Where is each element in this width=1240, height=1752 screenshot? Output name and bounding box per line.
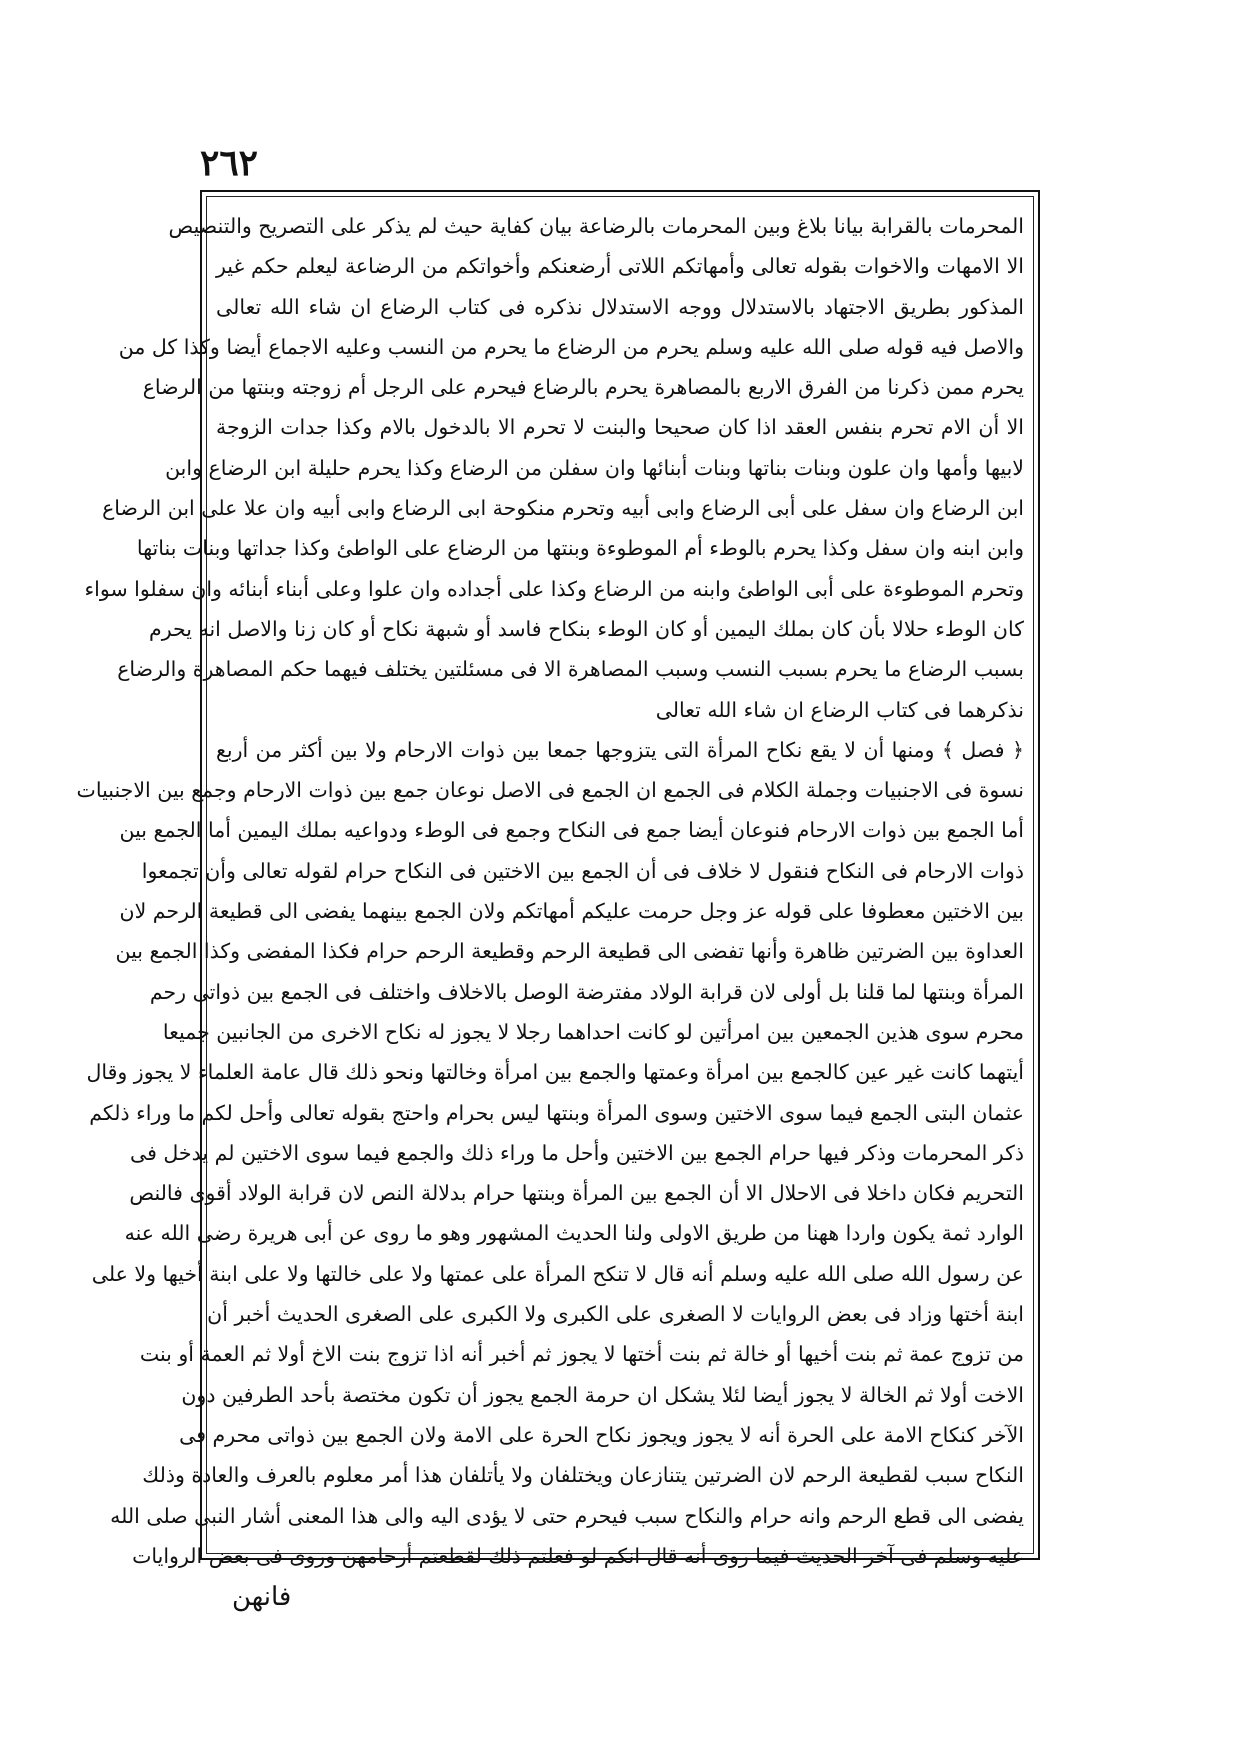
text-line: الوارد ثمة يكون واردا ههنا من طريق الاولى ولنا الحديث المشهور وهو ما روى عن أبى هريرة رضى الله عنه bbox=[124, 1221, 1024, 1246]
text-line: ذكر المحرمات وذكر فيها حرام الجمع بين الاختين وأحل ما وراء ذلك والجمع فيما سوى الاختين لم يدخل فى bbox=[130, 1140, 1024, 1165]
text-line: لابيها وأمها وان علون وبنات بناتها وبنات أبنائها وان سفلن من الرضاع وكذا يحرم حليلة ابن الرضاع وابن bbox=[165, 455, 1024, 480]
text-line: يفضى الى قطع الرحم وانه حرام والنكاح سبب فيحرم حتى لا يؤدى اليه والى هذا المعنى أشار النبى صلى الله bbox=[110, 1503, 1024, 1528]
text-line: يحرم ممن ذكرنا من الفرق الاربع بالمصاهرة يحرم بالرضاع فيحرم على الرجل أم زوجته وبنتها من الرضاع bbox=[142, 375, 1024, 400]
text-line: النكاح سبب لقطيعة الرحم لان الضرتين يتنازعان ويختلفان ولا يأتلفان هذا أمر معلوم بالعرف والعادة وذلك bbox=[142, 1463, 1024, 1488]
text-line: ابن الرضاع وان سفل على أبى الرضاع وابى أبيه وتحرم منكوحة ابى الرضاع وابى أبيه وان علا على ابن الرضاع bbox=[102, 496, 1024, 521]
text-line: نسوة فى الاجنبيات وجملة الكلام فى الجمع ان الجمع فى الاصل نوعان جمع بين ذوات الارحام وجمع بين الاجنبيات bbox=[76, 778, 1024, 803]
text-line: والاصل فيه قوله صلى الله عليه وسلم يحرم من الرضاع ما يحرم من النسب وعليه الاجماع أيضا وكذا كل من bbox=[118, 334, 1024, 359]
text-line: المرأة وبنتها لما قلنا بل أولى لان قرابة الولاد مفترضة الوصل بالاخلاف واختلف فى الجمع بين ذواتى رحم bbox=[149, 979, 1024, 1004]
text-line: الآخر كنكاح الامة على الحرة أنه لا يجوز ويجوز نكاح الحرة على الامة ولان الجمع بين ذواتى محرم فى bbox=[179, 1422, 1024, 1447]
text-line: ابنة أختها وزاد فى بعض الروايات لا الصغرى على الكبرى ولا الكبرى على الصغرى الحديث أخبر أن bbox=[207, 1302, 1024, 1327]
text-line: الا الامهات والاخوات بقوله تعالى وأمهاتكم اللاتى أرضعنكم وأخواتكم من الرضاعة ليعلم حكم غير bbox=[216, 254, 1024, 279]
text-line: عليه وسلم فى آخر الحديث فيما روى أنه قال انكم لو فعلتم ذلك لقطعتم أرحامهن وروى فى بعض الروايات bbox=[132, 1543, 1024, 1568]
text-line: وتحرم الموطوءة على أبى الواطئ وابنه من الرضاع وكذا على أجداده وان علوا وعلى أبناء أبنائه وان سفلوا سواء bbox=[84, 576, 1024, 601]
text-line: وابن ابنه وان سفل وكذا يحرم بالوطء أم الموطوءة وبنتها من الرضاع على الواطئ وكذا جداتها وبنات بناتها bbox=[136, 536, 1024, 561]
text-line: أيتهما كانت غير عين كالجمع بين امرأة وعمتها والجمع بين امرأة وخالتها ونحو ذلك قال عامة العلماء لا يجوز وقال bbox=[86, 1060, 1024, 1085]
text-line: محرم سوى هذين الجمعين بين امرأتين لو كانت احداهما رجلا لا يجوز له نكاح الاخرى من الجانبين جميعا bbox=[162, 1019, 1024, 1044]
text-line: عثمان البتى الجمع فيما سوى الاختين وسوى المرأة وبنتها ليس بحرام واحتج بقوله تعالى وأحل لكم ما وراء ذلكم bbox=[89, 1100, 1024, 1125]
text-line: الا أن الام تحرم بنفس العقد اذا كان صحيحا والبنت لا تحرم الا بالدخول بالام وكذا جدات الزوجة bbox=[216, 415, 1024, 440]
text-line: أما الجمع بين ذوات الارحام فنوعان أيضا جمع فى النكاح وجمع فى الوطء ودواعيه بملك اليمين أما الجمع بين bbox=[119, 818, 1024, 843]
text-line: نذكرهما فى كتاب الرضاع ان شاء الله تعالى bbox=[655, 697, 1024, 722]
text-frame bbox=[76, 190, 1040, 1568]
text-line: بين الاختين معطوفا على قوله عز وجل حرمت عليكم أمهاتكم ولان الجمع بينهما يفضى الى قطيعة الرحم لان bbox=[119, 899, 1024, 924]
text-line: ذوات الارحام فى النكاح فنقول لا خلاف فى أن الجمع بين الاختين فى النكاح حرام لقوله تعالى وأن تجمعوا bbox=[141, 858, 1024, 883]
catchword: فانهن bbox=[232, 1582, 292, 1612]
body-text bbox=[76, 206, 1024, 1568]
text-line: التحريم فكان داخلا فى الاحلال الا أن الجمع بين المرأة وبنتها حرام بدلالة النص لان قرابة الولاد أقوى فالنص bbox=[129, 1181, 1024, 1206]
text-line: المذكور بطريق الاجتهاد بالاستدلال ووجه الاستدلال نذكره فى كتاب الرضاع ان شاء الله تعالى bbox=[216, 294, 1024, 319]
text-line: المحرمات بالقرابة بيانا بلاغ وبين المحرمات بالرضاعة بيان كفاية حيث لم يذكر على التصريح والتنصيص bbox=[168, 214, 1024, 238]
text-line: بسبب الرضاع ما يحرم بسبب النسب وسبب المصاهرة الا فى مسئلتين يختلف فيهما حكم المصاهرة والرضاع bbox=[117, 657, 1024, 682]
text-line: عن رسول الله صلى الله عليه وسلم أنه قال لا تنكح المرأة على عمتها ولا على خالتها ولا على ابنة أخيها ولا على bbox=[91, 1261, 1024, 1286]
text-line: كان الوطء حلالا بأن كان بملك اليمين أو كان الوطء بنكاح فاسد أو شبهة نكاح أو كان زنا والاصل انه يحرم bbox=[149, 616, 1024, 641]
text-line: الاخت أولا ثم الخالة لا يجوز أيضا لئلا يشكل ان حرمة الجمع يجوز أن تكون مختصة بأحد الطرفين دون bbox=[181, 1382, 1024, 1407]
page-number: ٢٦٢ bbox=[200, 142, 259, 184]
text-line: من تزوج عمة ثم بنت أخيها أو خالة ثم بنت أختها لا يجوز ثم أخبر أنه اذا تزوج بنت الاخ أولا ثم العمة أو بنت bbox=[139, 1342, 1024, 1367]
section-heading-line: ﴿ فصل ﴾ ومنها أن لا يقع نكاح المرأة التى يتزوجها جمعا بين ذوات الارحام ولا بين أكثر من أربع bbox=[216, 737, 1024, 762]
text-line: العداوة بين الضرتين ظاهرة وأنها تفضى الى قطيعة الرحم وقطيعة الرحم حرام فكذا المفضى وكذا الجمع بين bbox=[115, 939, 1024, 964]
